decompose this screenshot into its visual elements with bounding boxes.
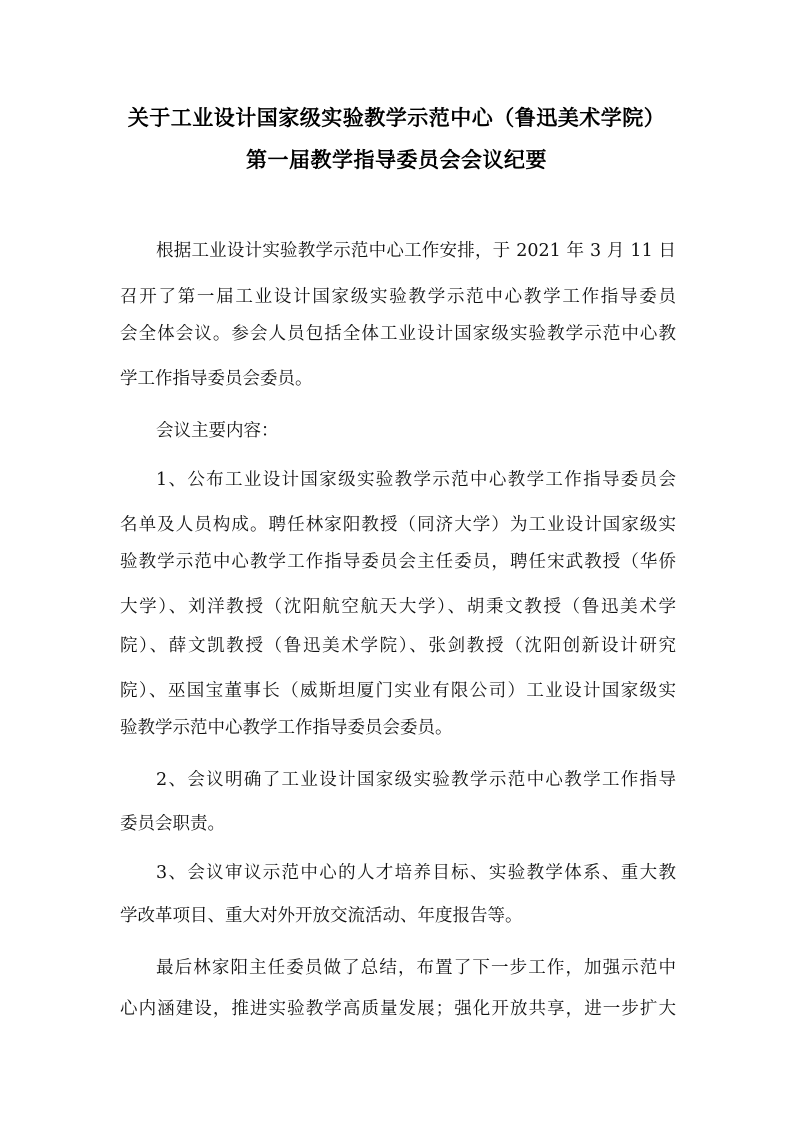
paragraph-line: 院）、巫国宝董事长（威斯坦厦门实业有限公司）工业设计国家级实 (120, 681, 676, 701)
paragraph-line: 验教学示范中心教学工作指导委员会主任委员，聘任宋武教授（华侨 (120, 552, 676, 572)
paragraph-line: 委员会职责。 (120, 814, 225, 834)
paragraph-line: 2、会议明确了工业设计国家级实验教学示范中心教学工作指导 (156, 770, 676, 790)
paragraph-line: 名单及人员构成。聘任林家阳教授（同济大学）为工业设计国家级实 (120, 515, 676, 535)
paragraph-line: 验教学示范中心教学工作指导委员会委员。 (120, 718, 453, 738)
paragraph-line: 院）、薛文凯教授（鲁迅美术学院）、张剑教授（沈阳创新设计研究 (120, 636, 676, 656)
paragraph-line: 会议主要内容： (156, 421, 279, 441)
paragraph-line: 1、公布工业设计国家级实验教学示范中心教学工作指导委员会 (156, 470, 676, 490)
document-title-line-1: 关于工业设计国家级实验教学示范中心（鲁迅美术学院） (127, 106, 666, 130)
paragraph-line: 3、会议审议示范中心的人才培养目标、实验教学体系、重大教 (156, 863, 676, 883)
paragraph-line: 会全体会议。参会人员包括全体工业设计国家级实验教学示范中心教 (120, 324, 676, 344)
paragraph-line: 根据工业设计实验教学示范中心工作安排，于 2021 年 3 月 11 日 (156, 241, 676, 261)
document-title-line-2: 第一届教学指导委员会会议纪要 (246, 148, 547, 172)
paragraph-line: 学改革项目、重大对外开放交流活动、年度报告等。 (120, 906, 523, 926)
paragraph-line: 召开了第一届工业设计国家级实验教学示范中心教学工作指导委员 (120, 287, 676, 307)
paragraph-line: 学工作指导委员会委员。 (120, 369, 313, 389)
paragraph-line: 最后林家阳主任委员做了总结，布置了下一步工作，加强示范中 (156, 958, 676, 978)
paragraph-line: 心内涵建设，推进实验教学高质量发展；强化开放共享，进一步扩大 (120, 999, 676, 1019)
paragraph-line: 大学）、刘洋教授（沈阳航空航天大学）、胡秉文教授（鲁迅美术学 (120, 597, 676, 617)
